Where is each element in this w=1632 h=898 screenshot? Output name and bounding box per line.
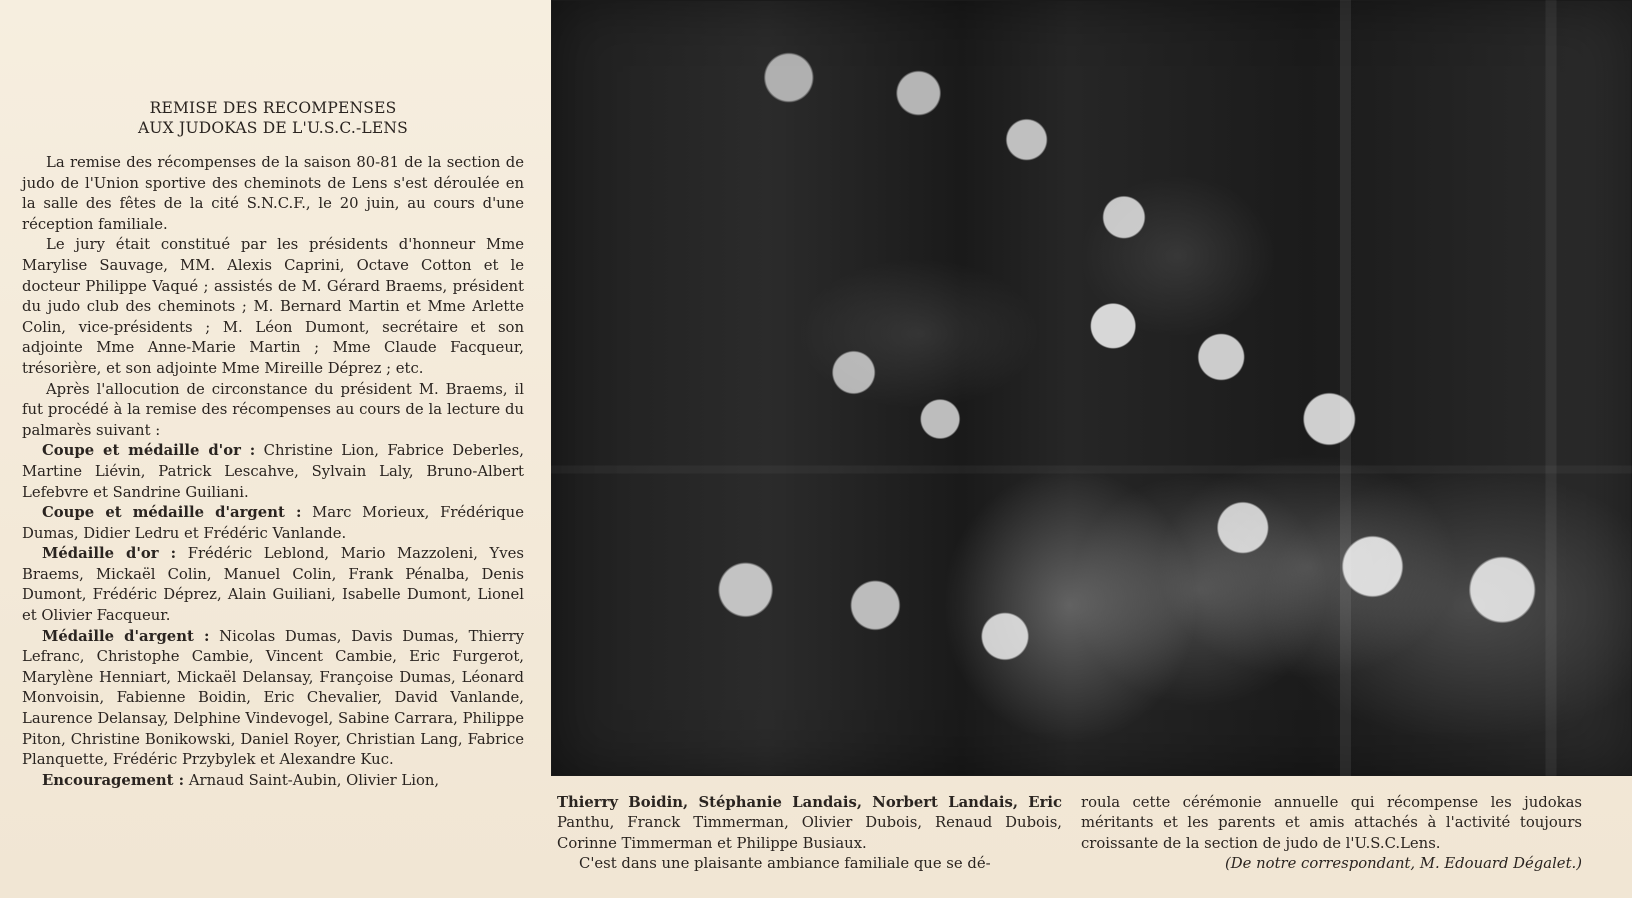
caption-credit: (De notre correspondant, M. Edouard Dégalet.)	[1225, 855, 1582, 873]
award-3-label: Médaille d'or :	[42, 545, 177, 563]
headline-line-2: AUX JUDOKAS DE L'U.S.C.-LENS	[138, 119, 408, 137]
article-headline	[22, 98, 524, 138]
award-4-label: Médaille d'argent :	[42, 627, 210, 645]
award-5	[22, 771, 524, 792]
caption-column-3	[1081, 793, 1582, 875]
caption-column-2-indent: C'est dans une plaisante ambiance familiale que se dé-	[579, 855, 991, 873]
caption-column-2	[557, 793, 1062, 875]
award-3-names: Frédéric Leblond, Mario Mazzoleni, Yves Braems, Mickaël Colin, Manuel Colin, Frank Pénalba, Denis Dumont, Frédéric Déprez, Alain Guiliani, Isabelle Dumont, Lionel et Olivier Facqueur.	[22, 545, 524, 625]
award-5-label: Encouragement :	[42, 771, 185, 789]
caption-column-2-text: Panthu, Franck Timmerman, Olivier Dubois, Renaud Dubois, Corinne Timmerman et Philippe Busiaux.	[557, 814, 1062, 852]
award-5-names: Arnaud Saint-Aubin, Olivier Lion,	[188, 771, 440, 789]
award-1	[22, 441, 524, 503]
article-column	[22, 98, 524, 791]
caption-column-2-bold: Thierry Boidin, Stéphanie Landais, Norbert Landais, Eric	[557, 794, 1062, 811]
award-4	[22, 627, 524, 771]
paragraph-2: Le jury était constitué par les présidents d'honneur Mme Marylise Sauvage, MM. Alexis Caprini, Octave Cotton et le docteur Philippe Vaqué ; assistés de M. Gérard Braems, président du judo club des cheminots ; M. Bernard Martin et Mme Arlette Colin, vice-présidents ; M. Léon Dumont, secrétaire et son adjointe Mme Anne-Marie Martin ; Mme Claude Facqueur, trésorière, et son adjointe Mme Mireille Déprez ; etc.	[22, 236, 524, 377]
award-1-names: Christine Lion, Fabrice Deberles, Martine Liévin, Patrick Lescahve, Sylvain Laly, Bruno-Albert Lefebvre et Sandrine Guiliani.	[22, 442, 524, 501]
award-4-names: Nicolas Dumas, Davis Dumas, Thierry Lefranc, Christophe Cambie, Vincent Cambie, Eric Furgerot, Marylène Henniart, Mickaël Delansay, Françoise Dumas, Léonard Monvoisin, Fabienne Boidin, Eric Chevalier, David Vanlande, Laurence Delansay, Delphine Vindevogel, Sabine Carrara, Philippe Piton, Christine Bonikowski, Daniel Royer, Christian Lang, Fabrice Planquette, Frédéric Przybylek et Alexandre Kuc.	[22, 627, 524, 769]
award-2	[22, 503, 524, 544]
headline-line-1: REMISE DES RECOMPENSES	[149, 99, 397, 117]
award-2-label: Coupe et médaille d'argent :	[42, 504, 302, 522]
award-3	[22, 544, 524, 626]
group-photo	[551, 0, 1632, 776]
paragraph-1: La remise des récompenses de la saison 80-81 de la section de judo de l'Union sportive des cheminots de Lens s'est déroulée en la salle des fêtes de la cité S.N.C.F., le 20 juin, au cours d'une réception familiale.	[22, 154, 524, 233]
paragraph-3: Après l'allocution de circonstance du président M. Braems, il fut procédé à la remise des récompenses au cours de la lecture du palmarès suivant :	[22, 380, 524, 439]
award-1-label: Coupe et médaille d'or :	[42, 442, 256, 460]
caption-column-3-text: roula cette cérémonie annuelle qui récompense les judokas méritants et les parents et amis attachés à l'activité toujours croissante de la section de judo de l'U.S.C.Lens.	[1081, 794, 1582, 852]
award-2-names: Marc Morieux, Frédérique Dumas, Didier Ledru et Frédéric Vanlande.	[22, 504, 524, 542]
